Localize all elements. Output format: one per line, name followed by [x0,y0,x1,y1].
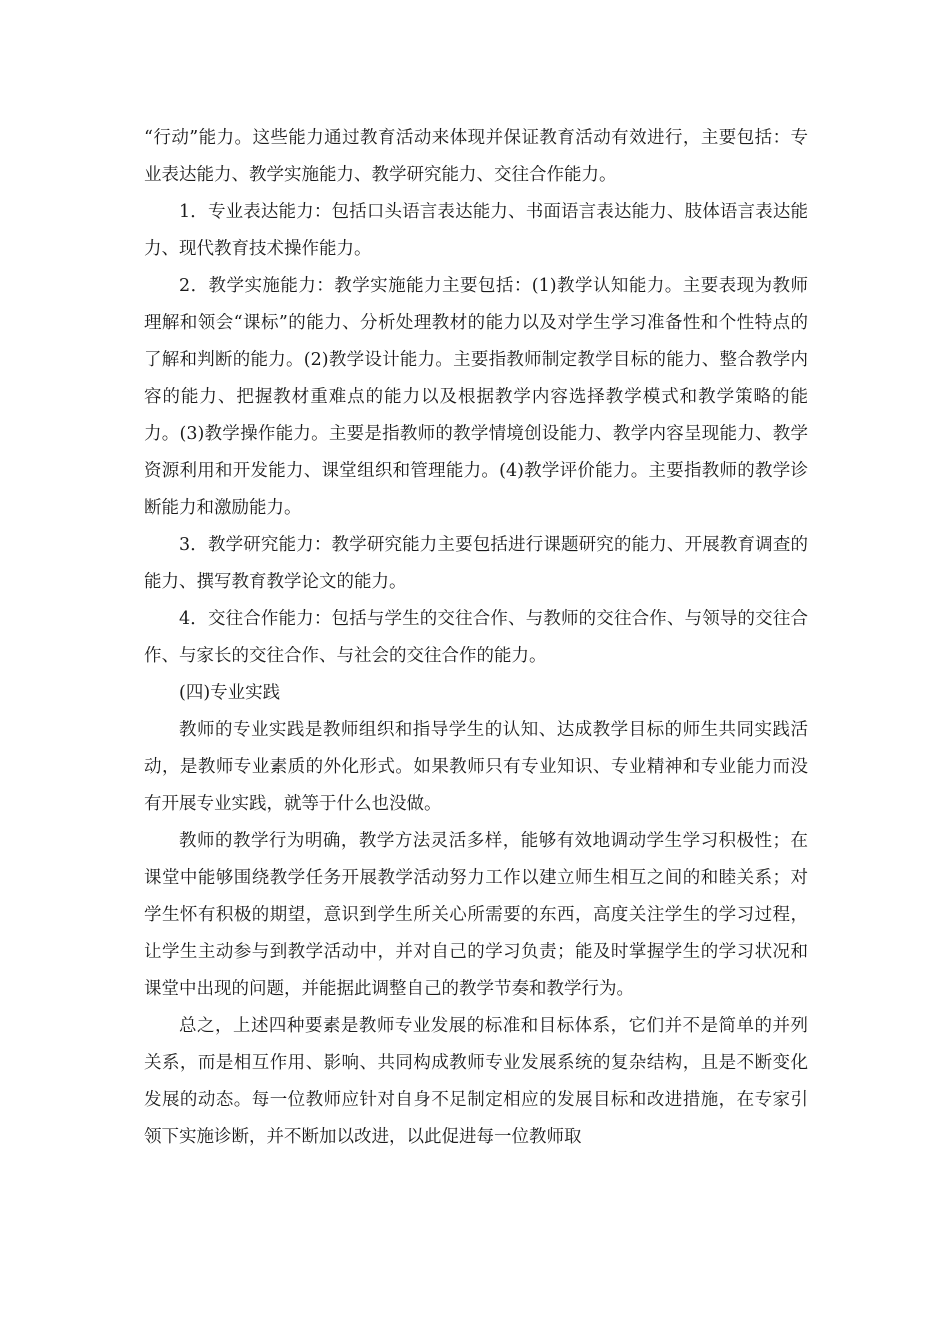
paragraph-teaching-research: 3．教学研究能力：教学研究能力主要包括进行课题研究的能力、开展教育调查的能力、撰写教育教学论文的能力。 [144,535,808,592]
paragraph-summary: 总之，上述四种要素是教师专业发展的标准和目标体系，它们并不是简单的并列关系，而是相互作用、影响、共同构成教师专业发展系统的复杂结构，且是不断变化发展的动态。每一位教师应针对自身不足制定相应的发展目标和改进措施，在专家引领下实施诊断，并不断加以改进，以此促进每一位教师取 [144,1016,808,1147]
paragraph-teaching-behavior: 教师的教学行为明确，教学方法灵活多样，能够有效地调动学生学习积极性；在课堂中能够围绕教学任务开展教学活动努力工作以建立师生相互之间的和睦关系；对学生怀有积极的期望，意识到学生所关心所需要的东西，高度关注学生的学习过程，让学生主动参与到教学活动中，并对自己的学习负责；能及时掌握学生的学习状况和课堂中出现的问题，并能据此调整自己的教学节奏和教学行为。 [144,831,808,999]
paragraph-practice-definition: 教师的专业实践是教师组织和指导学生的认知、达成教学目标的师生共同实践活动，是教师专业素质的外化形式。如果教师只有专业知识、专业精神和专业能力而没有开展专业实践，就等于什么也没做。 [144,720,808,814]
paragraph-expression-ability: 1．专业表达能力：包括口头语言表达能力、书面语言表达能力、肢体语言表达能力、现代教育技术操作能力。 [144,202,808,259]
section-heading-professional-practice: (四)专业实践 [179,683,281,703]
paragraph-communication-cooperation: 4．交往合作能力：包括与学生的交往合作、与教师的交往合作、与领导的交往合作、与家长的交往合作、与社会的交往合作的能力。 [144,609,808,666]
paragraph-teaching-implementation: 2．教学实施能力：教学实施能力主要包括：(1)教学认知能力。主要表现为教师理解和领会“课标”的能力、分析处理教材的能力以及对学生学习准备性和个性特点的了解和判断的能力。(2)教学设计能力。主要指教师制定教学目标的能力、整合教学内容的能力、把握教材重难点的能力以及根据教学内容选择教学模式和教学策略的能力。(3)教学操作能力。主要是指教师的教学情境创设能力、教学内容呈现能力、教学资源利用和开发能力、课堂组织和管理能力。(4)教学评价能力。主要指教师的教学诊断能力和激励能力。 [144,276,808,518]
paragraph-continuation: “行动”能力。这些能力通过教育活动来体现并保证教育活动有效进行，主要包括：专业表达能力、教学实施能力、教学研究能力、交往合作能力。 [144,128,808,185]
document-body [144,120,808,1156]
